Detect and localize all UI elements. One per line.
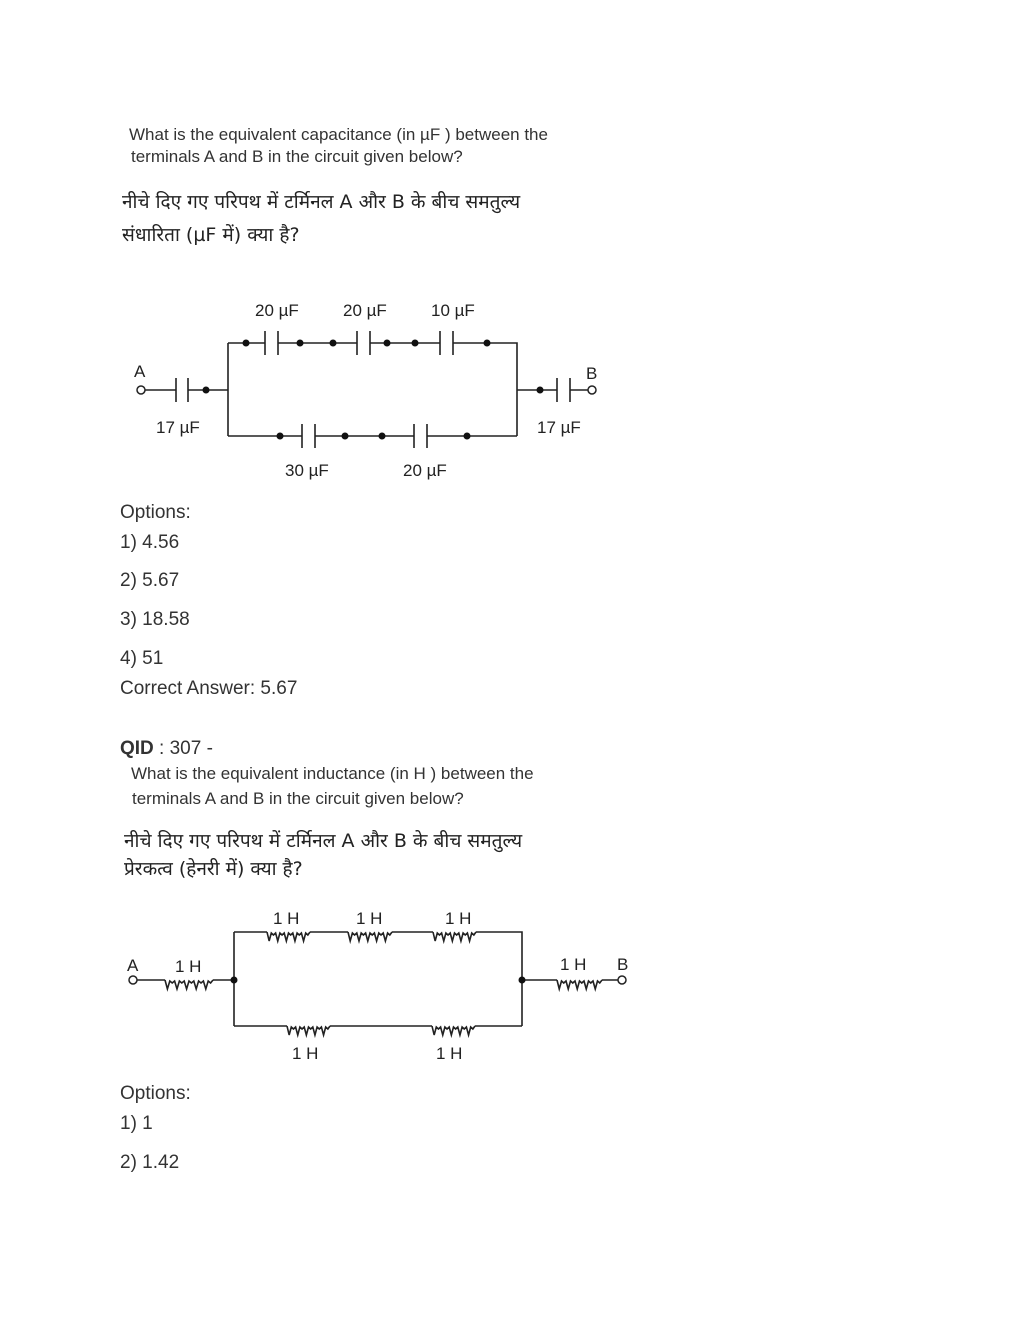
q1-option-1: 1) 4.56 (120, 532, 180, 553)
q2-option-1: 1) 1 (120, 1113, 153, 1134)
cap-top3-label: 10 µF (431, 301, 475, 320)
terminal-b-icon (588, 386, 596, 394)
terminal-a-label: A (127, 956, 139, 975)
inductor-coil-icon (287, 1026, 330, 1035)
terminal-a-icon (129, 976, 137, 984)
cap-top1-label: 20 µF (255, 301, 299, 320)
q2-question-hi-line1: नीचे दिए गए परिपथ में टर्मिनल A और B के बीच समतुल्य (124, 830, 523, 852)
terminal-b-icon (618, 976, 626, 984)
q1-options-label: Options: (120, 502, 191, 523)
qid-value: : 307 - (153, 738, 213, 759)
ind-top1-label: 1 H (273, 909, 300, 928)
ind-left-label: 1 H (175, 957, 202, 976)
q2-options-label: Options: (120, 1083, 191, 1104)
cap-bot2-label: 20 µF (403, 461, 447, 480)
q2-question-hi-line2: प्रेरकत्व (हेनरी में) क्या है? (124, 858, 303, 880)
q1-option-4: 4) 51 (120, 648, 164, 669)
cap-top2-label: 20 µF (343, 301, 387, 320)
inductor-coil-icon (165, 980, 213, 989)
ind-right-label: 1 H (560, 955, 587, 974)
junction-dots (203, 340, 544, 440)
terminal-b-label: B (617, 955, 629, 974)
inductor-coil-icon (348, 932, 392, 941)
q2-question-en-line2: terminals A and B in the circuit given below? (132, 789, 464, 808)
q2-question-en-line1: What is the equivalent inductance (in H ) between the (131, 764, 534, 783)
cap-bot1-label: 30 µF (285, 461, 329, 480)
terminal-b-label: B (586, 364, 598, 383)
terminal-a-label: A (134, 362, 146, 381)
inductor-coil-icon (433, 932, 476, 941)
inductor-circuit (127, 909, 628, 1063)
capacitor-circuit (134, 301, 597, 480)
cap-left-label: 17 µF (156, 418, 200, 437)
q1-question-hi-line2: संधारिता (µF में) क्या है? (122, 224, 300, 246)
cap-right-label: 17 µF (537, 418, 581, 437)
q1-option-2: 2) 5.67 (120, 570, 180, 591)
ind-top2-label: 1 H (356, 909, 383, 928)
q2-option-2: 2) 1.42 (120, 1152, 180, 1173)
inductor-coil-icon (432, 1026, 475, 1035)
ind-bot1-label: 1 H (292, 1044, 319, 1063)
q1-correct-answer: Correct Answer: 5.67 (120, 678, 298, 699)
ind-bot2-label: 1 H (436, 1044, 463, 1063)
capacitor-symbols (176, 331, 570, 448)
q1-question-en-line1: What is the equivalent capacitance (in µF ) between the (129, 125, 548, 144)
q1-question-hi-line1: नीचे दिए गए परिपथ में टर्मिनल A और B के बीच समतुल्य (122, 191, 521, 213)
terminal-a-icon (137, 386, 145, 394)
inductor-coil-icon (557, 980, 602, 989)
q1-question-en-line2: terminals A and B in the circuit given below? (131, 147, 463, 166)
qid-label: QID (120, 738, 154, 759)
ind-top3-label: 1 H (445, 909, 472, 928)
q2-qid (120, 739, 213, 758)
inductor-symbols (165, 932, 602, 1035)
inductor-coil-icon (267, 932, 310, 941)
q1-option-3: 3) 18.58 (120, 609, 190, 630)
